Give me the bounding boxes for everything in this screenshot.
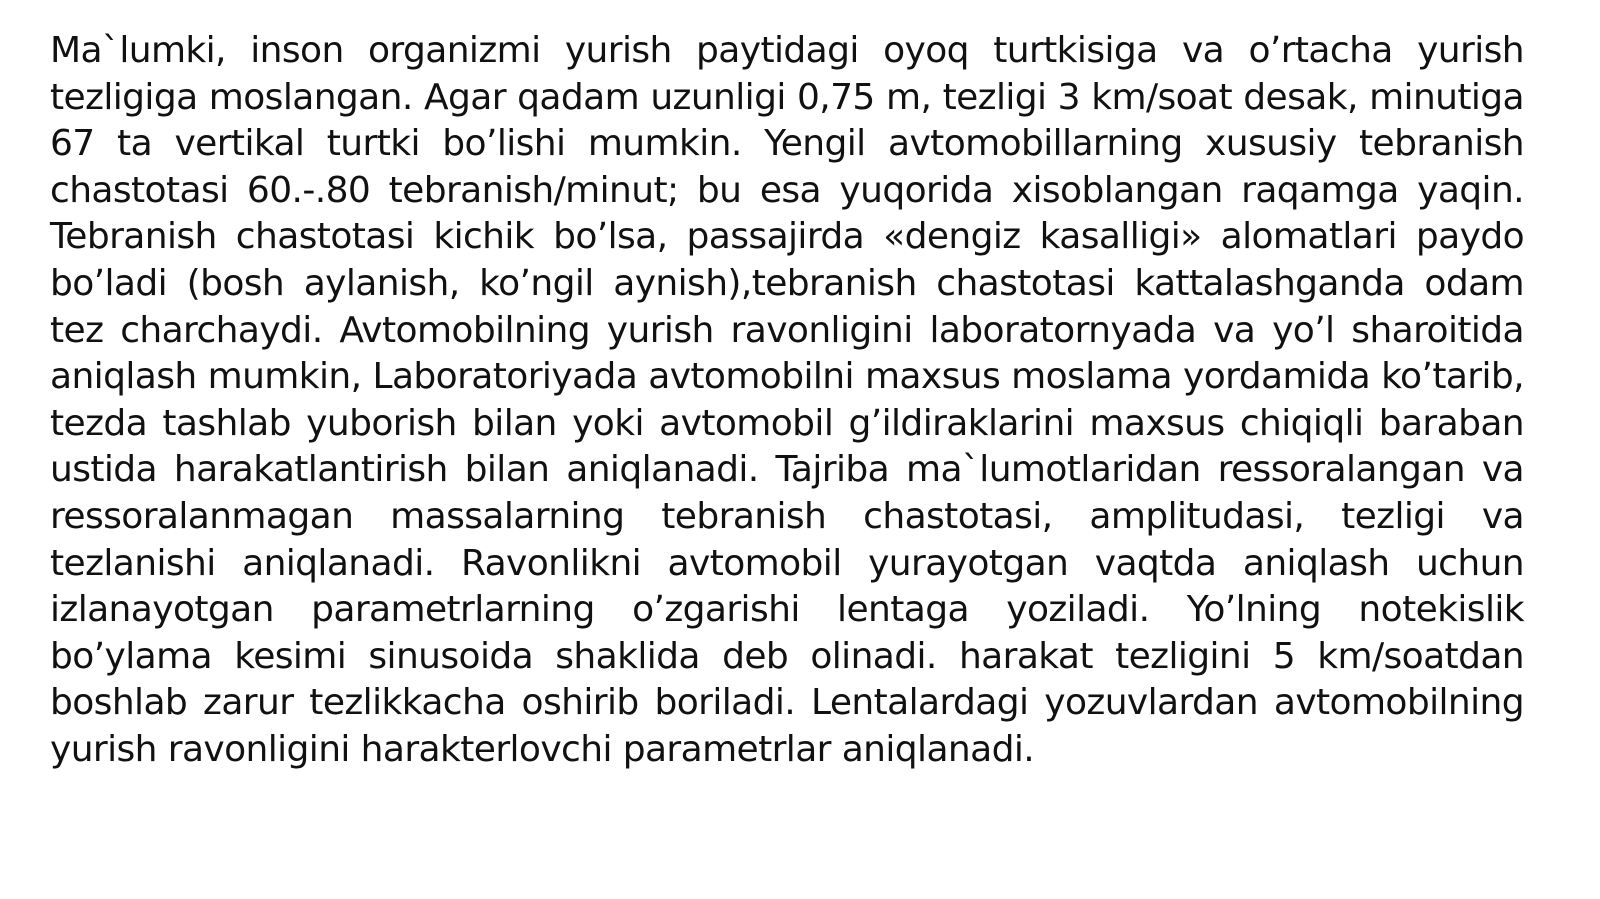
document-page [50,28,1524,774]
body-paragraph: Ma`lumki, inson organizmi yurish paytidagi oyoq turtkisiga va o’rtacha yurish tezligiga moslangan. Agar qadam uzunligi 0,75 m, tezligi 3 km/soat desak, minutiga 67 ta vertikal turtki bo’lishi mumkin. Yengil avtomobillarning xususiy tebranish chastotasi 60.-.80 tebranish/minut; bu esa yuqorida xisoblangan raqamga yaqin. Tebranish chastotasi kichik bo’lsa, passajirda «dengiz kasalligi» alomatlari paydo bo’ladi (bosh aylanish, ko’ngil aynish),tebranish chastotasi kattalashganda odam tez charchaydi. Avtomobilning yurish ravonligini laboratornyada va yo’l sharoitida aniqlash mumkin, Laboratoriyada avtomobilni maxsus moslama yordamida ko’tarib, tezda tashlab yuborish bilan yoki avtomobil g’ildiraklarini maxsus chiqiqli baraban ustida harakatlantirish bilan aniqlanadi. Tajriba ma`lumotlaridan ressoralangan va ressoralanmagan massalarning tebranish chastotasi, amplitudasi, tezligi va tezlanishi aniqlanadi. Ravonlikni avtomobil yurayotgan vaqtda aniqlash uchun izlanayotgan parametrlarning o’zgarishi lentaga yoziladi. Yo’lning notekislik bo’ylama kesimi sinusoida shaklida deb olinadi. harakat tezligini 5 km/soatdan boshlab zarur tezlikkacha oshirib boriladi. Lentalardagi yozuvlardan avtomobilning yurish ravonligini harakterlovchi parametrlar aniqlanadi. [50,30,1524,770]
